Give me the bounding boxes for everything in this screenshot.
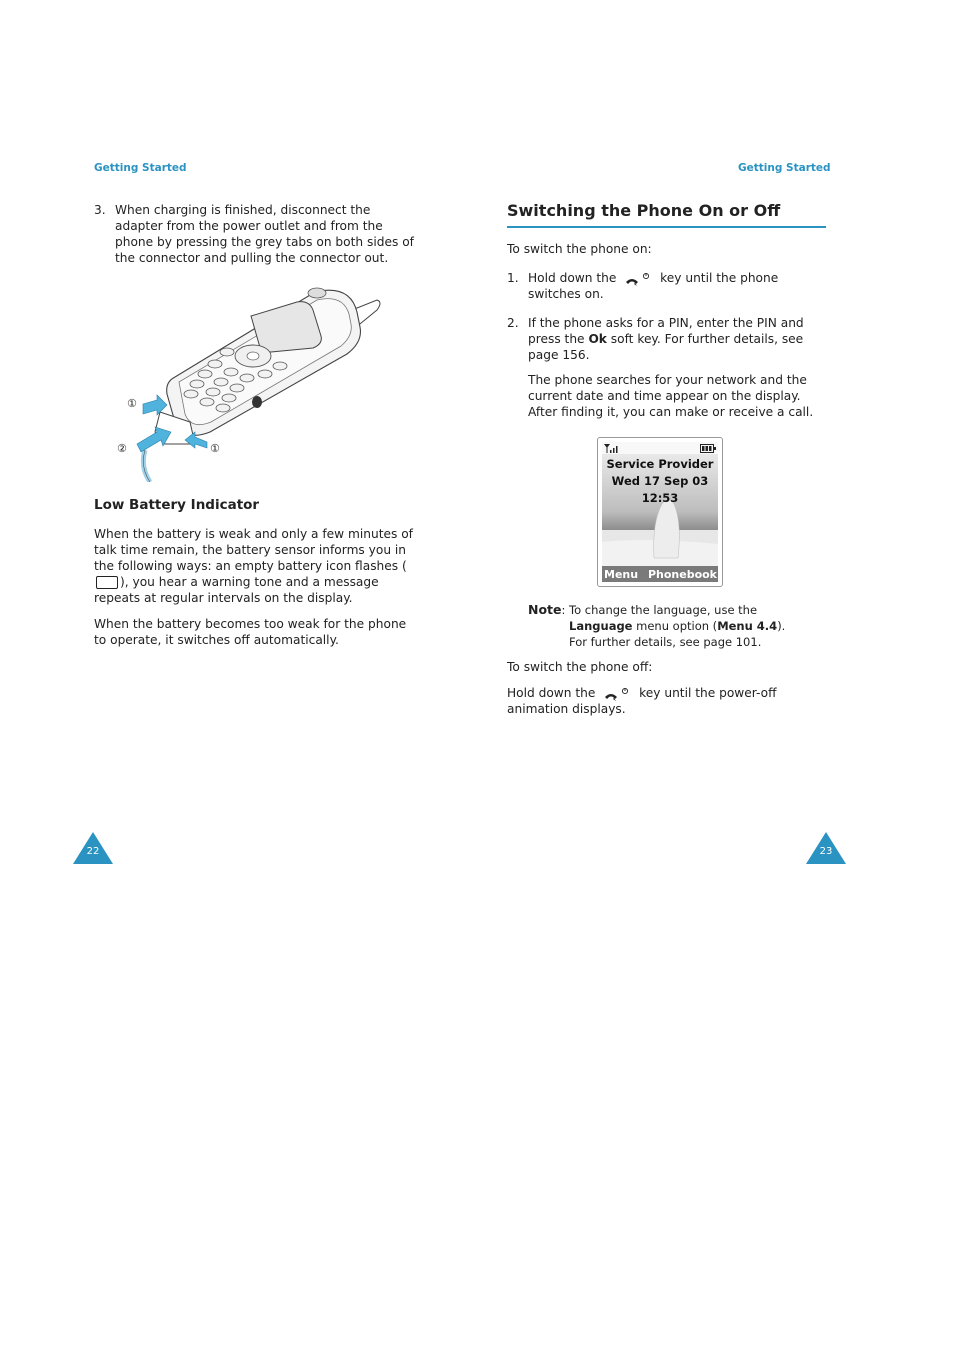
softkey-menu: Menu (604, 568, 639, 581)
note-text-b: menu option ( (636, 619, 718, 633)
softkey-phonebook: Phonebook (647, 568, 717, 581)
step-2 (507, 315, 827, 420)
step-1 (507, 270, 827, 302)
step-1-text-b: key until the phone switches on. (528, 271, 779, 301)
note-block (528, 602, 828, 650)
heading-rule (507, 226, 826, 228)
display-screen (602, 442, 718, 582)
phone-charger-illustration (115, 282, 390, 482)
marker-2: ② (117, 442, 127, 455)
page-number-left-text: 22 (86, 846, 100, 857)
intro-switch-off: To switch the phone off: (507, 660, 653, 674)
low-battery-paragraph-2: When the battery becomes too weak for the phone to operate, it switches off automatically. (94, 617, 407, 647)
step-2-text-b: soft key. For further details, see page 156. (528, 332, 804, 362)
switch-off-text-b: key until the power-off animation displays. (507, 686, 777, 716)
low-battery-text-b: ), you hear a warning tone and a message repeats at regular intervals on the display. (94, 575, 379, 605)
language-option-label: Language (569, 619, 633, 633)
low-battery-heading: Low Battery Indicator (94, 497, 260, 513)
switch-off-text-a: Hold down the (507, 686, 596, 700)
power-end-key-icon (620, 272, 656, 286)
ok-softkey-label: Ok (588, 332, 607, 346)
step-1-text (528, 270, 827, 302)
empty-battery-icon (96, 576, 118, 589)
note-text-c: ). (777, 619, 786, 633)
step-3-number: 3. (94, 203, 106, 217)
phone-display-figure (597, 437, 723, 587)
step-2-number: 2. (507, 316, 519, 330)
low-battery-paragraph-1 (94, 526, 414, 606)
intro-switch-on: To switch the phone on: (507, 242, 652, 256)
step-1-number: 1. (507, 271, 519, 285)
step-2-paragraph-2: The phone searches for your network and the current date and time appear on the display. After finding it, you can make or receive a call. (528, 373, 814, 419)
battery-full-icon (700, 444, 716, 453)
page-number-right (806, 832, 846, 864)
signal-strength-icon (604, 444, 618, 453)
low-battery-text-a: When the battery is weak and only a few minutes of talk time remain, the battery sensor informs you in the following ways: an empty battery icon flashes ( (94, 527, 413, 573)
power-end-key-icon (599, 687, 635, 701)
menu-code-label: Menu 4.4 (717, 619, 778, 633)
page-number-right-text: 23 (819, 846, 833, 857)
step-3-text: When charging is finished, disconnect the adapter from the power outlet and from the phone by pressing the grey tabs on both sides of the connector and pulling the connector out. (115, 203, 414, 265)
time-text: 12:53 (641, 491, 679, 505)
running-header-left: Getting Started (94, 162, 187, 174)
service-provider-text: Service Provider (606, 457, 714, 471)
note-label: Note (528, 602, 562, 617)
section-heading: Switching the Phone On or Off (507, 201, 781, 220)
step-2-text-a: If the phone asks for a PIN, enter the PIN and press the (528, 316, 804, 346)
marker-1-top: ① (127, 397, 137, 410)
step-1-text-a: Hold down the (528, 271, 617, 285)
running-header-right: Getting Started (738, 162, 831, 174)
step-3 (94, 202, 414, 266)
note-text-d: For further details, see page 101. (569, 635, 762, 649)
switch-off-text (507, 685, 827, 717)
step-2-text (528, 315, 827, 363)
marker-1-bottom: ① (210, 442, 220, 455)
date-text: Wed 17 Sep 03 (611, 474, 709, 488)
page-number-left (73, 832, 113, 864)
note-text-a: : To change the language, use the (561, 603, 758, 617)
